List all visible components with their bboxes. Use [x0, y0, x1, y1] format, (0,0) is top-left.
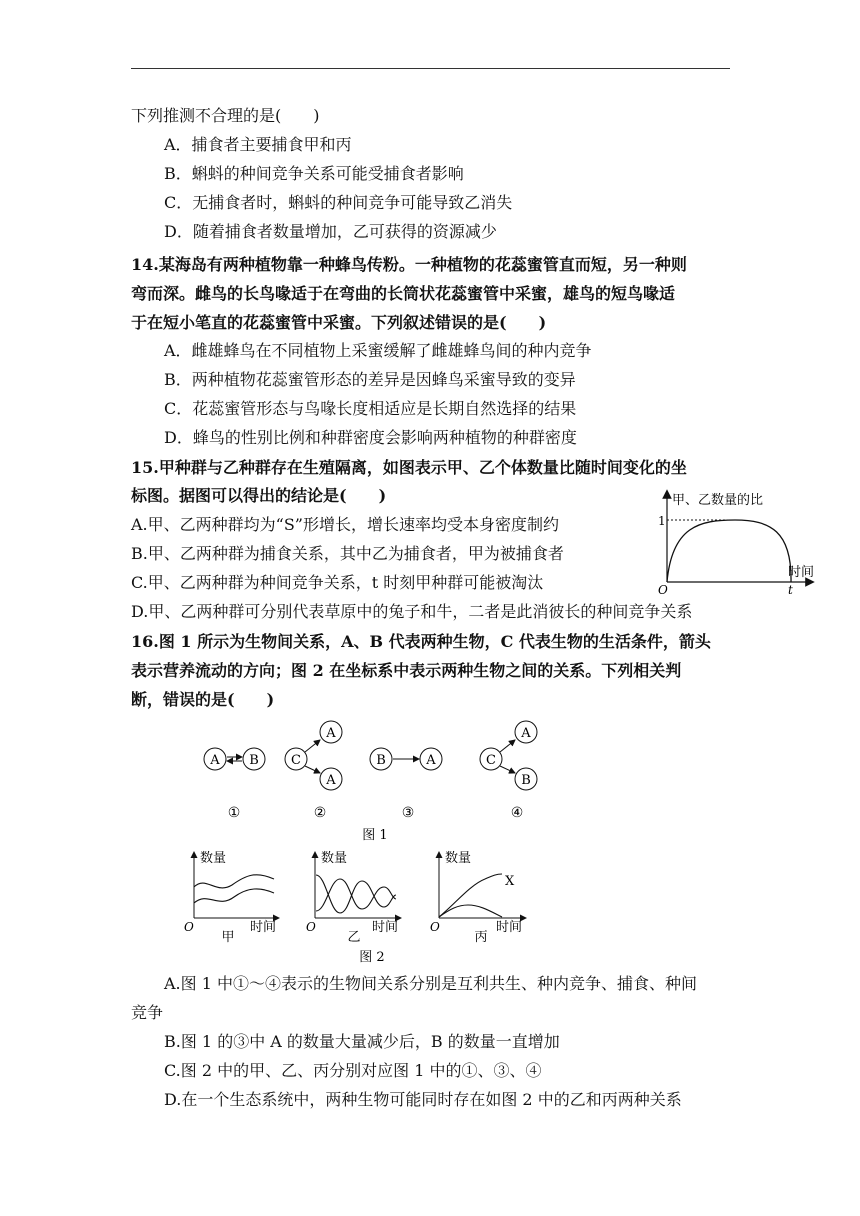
- figure-2: [180, 845, 540, 967]
- q15-option-d: D.甲、乙两种群可分别代表草原中的兔子和牛，二者是此消彼长的种间竞争关系: [131, 602, 693, 621]
- q14-option-d: D．蜂鸟的性别比例和种群密度会影响两种植物的种群密度: [164, 428, 577, 447]
- node-b-label: B: [521, 773, 531, 788]
- q15-origin: O: [658, 583, 668, 597]
- q14-option-b: B．两种植物花蕊蜜管形态的差异是因蜂鸟采蜜导致的变异: [164, 370, 576, 389]
- arrow-c-to-b: [500, 766, 515, 773]
- q15-ratio-curve: [667, 520, 791, 582]
- fig2-yi-x-label: 时间: [372, 920, 399, 935]
- q16-option-b: B.图 1 的③中 A 的数量大量减少后，B 的数量一直增加: [164, 1032, 560, 1051]
- node-a-label: A: [426, 753, 436, 768]
- q15-y-label: 甲、乙数量的比: [672, 493, 764, 508]
- node-a-bottom-label: A: [326, 773, 336, 788]
- q14-stem-line-2: 弯而深。雌鸟的长鸟喙适于在弯曲的长筒状花蕊蜜管中采蜜，雄鸟的短鸟喙适: [131, 284, 676, 303]
- fig2-yi-origin: O: [306, 920, 316, 934]
- q13-option-c: C．无捕食者时，蝌蚪的种间竞争可能导致乙消失: [164, 193, 513, 212]
- fig1-panel-label-3: ③: [401, 805, 415, 821]
- q14-stem-line-3: 于在短小笔直的花蕊蜜管中采蜜。下列叙述错误的是( ): [131, 313, 547, 332]
- fig2-bing-origin: O: [430, 920, 440, 934]
- q13-option-a: A．捕食者主要捕食甲和丙: [164, 135, 352, 154]
- q14-option-a: A．雌雄蜂鸟在不同植物上采蜜缓解了雌雄蜂鸟间的种内竞争: [164, 341, 592, 360]
- q13-stem: 下列推测不合理的是( ): [131, 106, 320, 125]
- fig2-jia-y-label: 数量: [200, 851, 227, 866]
- q16-stem-line-2: 表示营养流动的方向；图 2 在坐标系中表示两种生物之间的关系。下列相关判: [131, 661, 682, 680]
- q15-option-b: B.甲、乙两种群为捕食关系，其中乙为捕食者，甲为被捕食者: [131, 544, 564, 563]
- fig2-panel-jia: [184, 850, 278, 945]
- q15-y-tick-1: 1: [658, 514, 666, 528]
- fig2-jia-curve-lower: [194, 889, 274, 903]
- fig2-jia-curve-upper: [194, 875, 274, 888]
- figure-1: [195, 715, 555, 847]
- fig2-bing-curve-label: X: [505, 874, 515, 889]
- q15-x-tick-t: t: [788, 583, 793, 597]
- q15-option-a: A.甲、乙两种群均为“S”形增长，增长速率均受本身密度制约: [131, 515, 559, 534]
- fig2-panel-yi: [306, 850, 400, 945]
- q15-stem-line-1: 15.甲种群与乙种群存在生殖隔离，如图表示甲、乙个体数量比随时间变化的坐: [131, 458, 687, 477]
- fig2-jia-x-label: 时间: [250, 920, 277, 935]
- q16-stem-line-3: 断，错误的是( ): [131, 690, 275, 709]
- fig2-panel-label-bing: 丙: [474, 930, 488, 945]
- fig1-panel-label-4: ④: [510, 805, 524, 821]
- q16-option-d: D.在一个生态系统中，两种生物可能同时存在如图 2 中的乙和丙两种关系: [164, 1090, 682, 1109]
- node-c-label: C: [291, 753, 301, 768]
- q13-option-d: D．随着捕食者数量增加，乙可获得的资源减少: [164, 222, 497, 241]
- node-b-label: B: [376, 753, 386, 768]
- fig1-caption: 图 1: [362, 828, 388, 843]
- fig2-yi-curve-2: [316, 879, 396, 911]
- node-a-label: A: [210, 753, 220, 768]
- fig1-panel-4: [480, 721, 537, 821]
- q16-option-a: A.图 1 中①～④表示的生物间关系分别是互利共生、种内竞争、捕食、种间: [164, 974, 697, 993]
- fig1-panel-1: [204, 748, 265, 821]
- fig1-panel-label-1: ①: [227, 805, 241, 821]
- arrow-c-to-a-bottom: [305, 766, 320, 773]
- q14-stem-line-1: 14.某海岛有两种植物靠一种蜂鸟传粉。一种植物的花蕊蜜管直而短，另一种则: [131, 255, 687, 274]
- fig2-caption: 图 2: [359, 950, 385, 965]
- arrow-c-to-a-top: [305, 740, 320, 752]
- fig2-bing-y-label: 数量: [445, 851, 472, 866]
- node-c-label: C: [486, 753, 496, 768]
- fig2-jia-origin: O: [184, 920, 194, 934]
- q16-option-a-cont: 竞争: [131, 1003, 164, 1022]
- arrow-c-to-a: [500, 740, 515, 752]
- fig2-panel-bing: [430, 850, 525, 945]
- header-rule: [131, 68, 730, 69]
- node-b-label: B: [249, 753, 259, 768]
- q16-option-c: C.图 2 中的甲、乙、丙分别对应图 1 中的①、③、④: [164, 1061, 542, 1080]
- node-a-top-label: A: [326, 726, 336, 741]
- fig1-panel-3: [370, 748, 442, 821]
- q15-x-label: 时间: [788, 565, 815, 580]
- q16-stem-line-1: 16.图 1 所示为生物间关系，A、B 代表两种生物，C 代表生物的生活条件，箭头: [131, 632, 711, 651]
- node-a-label: A: [521, 726, 531, 741]
- fig2-bing-x-label: 时间: [496, 920, 523, 935]
- fig1-panel-2: [285, 721, 342, 821]
- q15-ratio-graph: [650, 486, 830, 598]
- q15-option-c: C.甲、乙两种群为种间竞争关系，t 时刻甲种群可能被淘汰: [131, 573, 544, 592]
- q15-stem-line-2: 标图。据图可以得出的结论是( ): [131, 486, 387, 505]
- q14-option-c: C．花蕊蜜管形态与鸟喙长度相适应是长期自然选择的结果: [164, 399, 577, 418]
- fig2-panel-label-yi: 乙: [347, 930, 361, 945]
- fig2-yi-y-label: 数量: [321, 851, 348, 866]
- fig1-panel-label-2: ②: [313, 805, 327, 821]
- q13-option-b: B．蝌蚪的种间竞争关系可能受捕食者影响: [164, 164, 464, 183]
- fig2-bing-curve-declining: [439, 905, 502, 917]
- fig2-panel-label-jia: 甲: [221, 930, 235, 945]
